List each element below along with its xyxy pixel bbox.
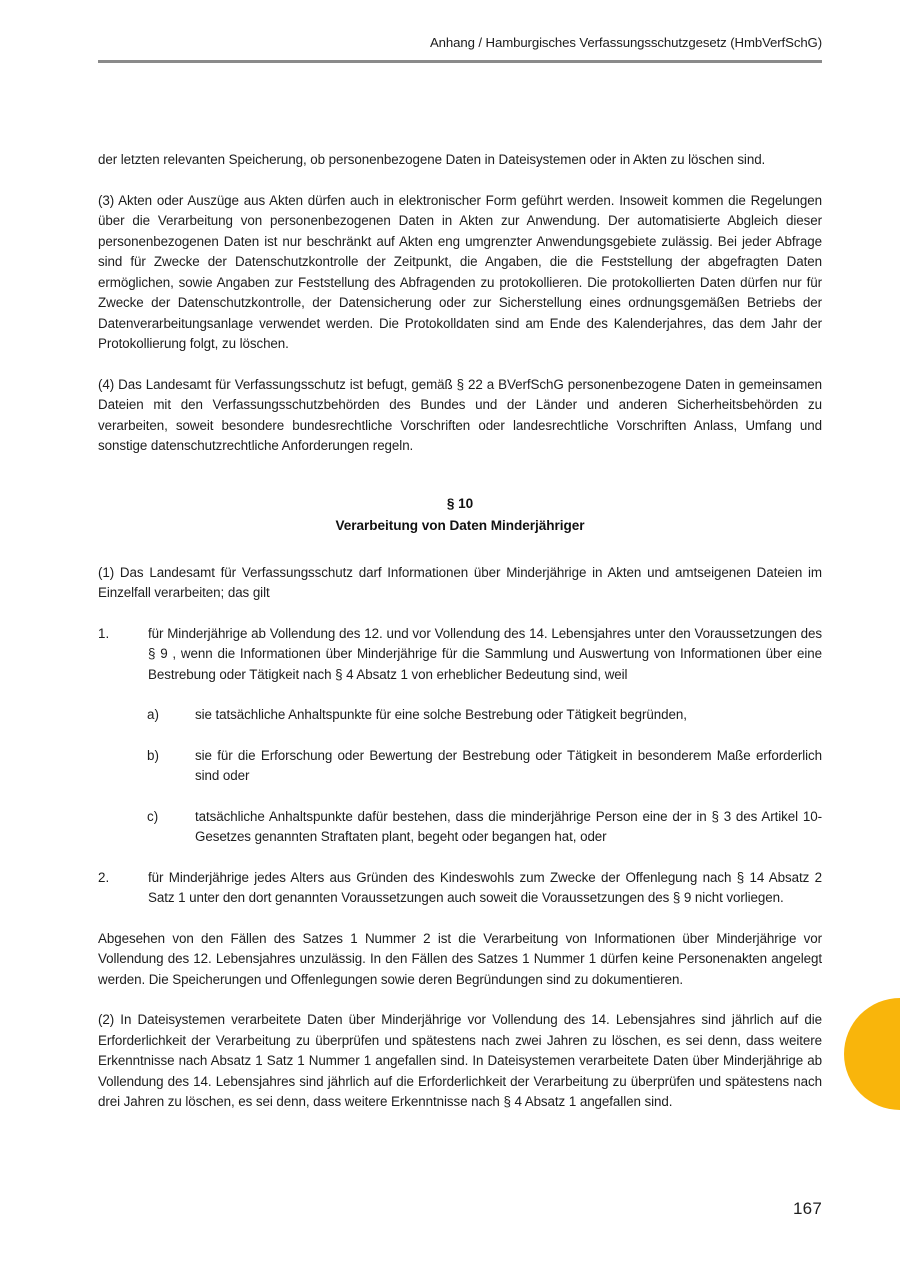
paragraph-closing: Abgesehen von den Fällen des Satzes 1 Nummer 2 ist die Verarbeitung von Informationen über Minderjährige vor Vollendung des 12. Lebensjahres unzulässig. In den Fällen des Satzes 1 Nummer 1 dürfen keine Personenakten angelegt werden. Die Speicherungen und Offenlegungen sowie deren Begründungen sind zu dokumentieren. xyxy=(98,930,822,987)
sub-list-item-marker: a) xyxy=(147,707,159,722)
running-header xyxy=(98,34,822,63)
paragraph-continuation: der letzten relevanten Speicherung, ob personenbezogene Daten in Dateisystemen oder in Akten zu löschen sind. xyxy=(98,152,766,167)
sub-list-item-marker: b) xyxy=(147,747,159,763)
page-number: 167 xyxy=(793,1199,822,1218)
section-title: Verarbeitung von Daten Minderjähriger xyxy=(335,517,585,533)
list-item-marker: 1. xyxy=(98,625,110,641)
sub-list-item xyxy=(147,746,822,787)
list-item-text: für Minderjährige ab Vollendung des 12. und vor Vollendung des 14. Lebensjahres unter den Voraussetzungen des § 9 , wenn die Informationen über Minderjährige für die Sammlung und Auswertung von Informationen über eine Bestrebung oder Tätigkeit nach § 4 Absatz 1 von erheblicher Bedeutung sind, weil xyxy=(148,625,822,682)
sub-list-item-text: tatsächliche Anhaltspunkte dafür bestehen, dass die minderjährige Person eine der in § 3 des Artikel 10-Gesetzes genannten Straftaten plant, begeht oder begangen hat, oder xyxy=(195,808,822,844)
numbered-list xyxy=(98,624,822,909)
sub-list-item xyxy=(147,705,822,726)
sub-list-item-text: sie für die Erforschung oder Bewertung der Bestrebung oder Tätigkeit in besonderem Maße erforderlich sind oder xyxy=(195,747,822,783)
list-item xyxy=(98,868,822,909)
paragraph-absatz-2: (2) In Dateisystemen verarbeitete Daten über Minderjährige vor Vollendung des 14. Lebensjahres sind jährlich auf die Erforderlichkeit der Verarbeitung zu überprüfen und spätestens nach zwei Jahren zu löschen, es sei denn, dass weitere Erkenntnisse nach Absatz 1 Satz 1 Nummer 1 angefallen sind. In Dateisystemen verarbeitete Daten über Minderjährige ab Vollendung des 14. Lebensjahres sind jährlich auf die Erforderlichkeit der Verarbeitung zu überprüfen und spätestens nach drei Jahren zu löschen, es sei denn, dass weitere Erkenntnisse nach § 4 Absatz 1 angefallen sind. xyxy=(98,1012,822,1109)
decorative-semicircle xyxy=(844,998,900,1110)
paragraph-absatz-4: (4) Das Landesamt für Verfassungsschutz ist befugt, gemäß § 22 a BVerfSchG personenbezogene Daten in gemeinsamen Dateien mit den Verfassungsschutzbehörden des Bundes und der Länder und anderen Sicherheitsbehörden zu verarbeiten, soweit besondere bundesrechtliche Vorschriften oder landesrechtliche Vorschriften Anlass, Umfang und sonstige datenschutzrechtliche Anforderungen regeln. xyxy=(98,376,822,453)
list-item xyxy=(98,624,822,686)
list-item-text: für Minderjährige jedes Alters aus Gründen des Kindeswohls zum Zwecke der Offenlegung nach § 14 Absatz 2 Satz 1 unter den dort genannten Voraussetzungen auch soweit die Voraussetzungen des § 9 nicht vorliegen. xyxy=(148,869,822,905)
text-column xyxy=(98,150,822,1133)
header-title: Anhang / Hamburgisches Verfassungsschutzgesetz (HmbVerfSchG) xyxy=(429,35,822,50)
list-item-marker: 2. xyxy=(98,869,110,885)
section-heading xyxy=(98,493,822,537)
sub-list-item xyxy=(147,807,822,848)
section-number: § 10 xyxy=(446,495,474,511)
header-rule xyxy=(98,60,822,63)
paragraph-absatz-3: (3) Akten oder Auszüge aus Akten dürfen auch in elektronischer Form geführt werden. Insoweit kommen die Regelungen über die Verarbeitung von personenbezogenen Daten in Akten zur Anwendung. Der automatisierte Abgleich dieser personenbezogenen Daten ist nur beschränkt auf Akten eng umgrenzter Anwendungsgebiete zulässig. Bei jeder Abfrage sind für Zwecke der Datenschutzkontrolle der Zeitpunkt, die Angaben, die die Feststellung der abgefragten Daten ermöglichen, sowie Angaben zur Feststellung des Abfragenden zu protokollieren. Die protokollierten Daten dürfen nur für Zwecke der Datenschutzkontrolle, der Datensicherung oder zur Sicherstellung eines ordnungsgemäßen Betriebs der Datenverarbeitungsanlage verwendet werden. Die Protokolldaten sind am Ende des Kalenderjahres, das dem Jahr der Protokollierung folgt, zu löschen. xyxy=(98,192,822,351)
sub-list-item-text: sie tatsächliche Anhaltspunkte für eine solche Bestrebung oder Tätigkeit begründen, xyxy=(195,707,687,722)
sub-list-item-marker: c) xyxy=(147,808,159,824)
paragraph-absatz-1-intro: (1) Das Landesamt für Verfassungsschutz darf Informationen über Minderjährige in Akten und amtseigenen Dateien im Einzelfall verarbeiten; das gilt xyxy=(98,564,822,600)
